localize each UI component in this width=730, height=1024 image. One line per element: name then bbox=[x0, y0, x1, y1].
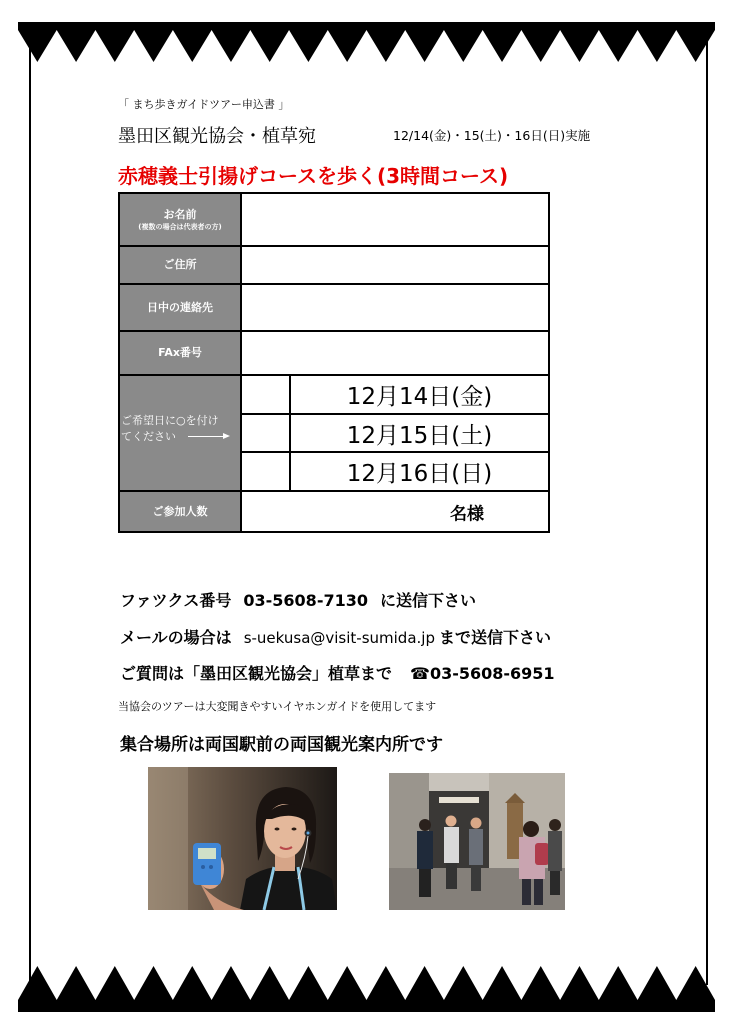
earphone-guide-note: 当協会のツアーは大変聞きやすいイヤホンガイドを使用してます bbox=[118, 700, 437, 713]
addressee: 墨田区観光協会・植草宛 bbox=[118, 126, 316, 147]
phone-number: 03-5608-6951 bbox=[429, 664, 555, 683]
form-row-fax bbox=[120, 332, 548, 376]
date-check-box-2[interactable] bbox=[242, 415, 291, 452]
tour-dates: 12/14(金)・15(土)・16日(日)実施 bbox=[393, 128, 591, 143]
preferred-date-label-line1: ご希望日に○を付け bbox=[121, 414, 219, 427]
date-option-1: 12月14日(金) bbox=[346, 383, 493, 410]
fax-number: 03-5608-7130 bbox=[243, 591, 368, 610]
daytime-contact-field[interactable] bbox=[242, 285, 548, 330]
name-note: (複数の場合は代表者の方) bbox=[138, 222, 222, 231]
arrow-right-icon bbox=[188, 436, 228, 437]
fax-label: FAx番号 bbox=[158, 346, 202, 360]
course-title: 赤穂義士引揚げコースを歩く(3時間コース) bbox=[118, 164, 509, 188]
mail-instruction bbox=[120, 625, 563, 648]
contact-label: 日中の連絡先 bbox=[147, 300, 213, 314]
name-field[interactable] bbox=[242, 194, 548, 245]
participants-field[interactable] bbox=[242, 492, 548, 531]
date-option-3: 12月16日(日) bbox=[346, 461, 493, 488]
fax-label-cell bbox=[120, 332, 242, 374]
date-check-box-1[interactable] bbox=[242, 376, 291, 413]
contact-label-cell bbox=[120, 285, 242, 330]
date-option-row bbox=[242, 415, 548, 454]
date-options bbox=[242, 376, 548, 490]
participants-suffix: 名様 bbox=[450, 504, 484, 524]
address-label-cell bbox=[120, 247, 242, 283]
participants-label: ご参加人数 bbox=[152, 504, 208, 518]
preferred-date-label-line2-wrap bbox=[121, 430, 240, 444]
mail-address-link[interactable]: s-uekusa@visit-sumida.jp bbox=[243, 629, 435, 647]
form-title: 「 まち歩きガイドツアー申込書 」 bbox=[118, 98, 290, 111]
meeting-place: 集合場所は両国駅前の両国観光案内所です bbox=[120, 735, 443, 755]
frame-right-line bbox=[706, 40, 708, 985]
name-label-cell bbox=[120, 194, 242, 245]
zigzag-bottom-border bbox=[18, 966, 715, 1012]
form-row-address bbox=[120, 247, 548, 285]
frame-left-line bbox=[29, 40, 31, 985]
form-row-preferred-date bbox=[120, 376, 548, 492]
participants-label-cell bbox=[120, 492, 242, 531]
date-option-row bbox=[242, 453, 548, 490]
address-field[interactable] bbox=[242, 247, 548, 283]
form-row-name bbox=[120, 194, 548, 247]
fax-suffix: に送信下さい bbox=[379, 591, 476, 610]
application-form-table bbox=[118, 192, 550, 533]
photo-group-tour bbox=[389, 773, 565, 910]
address-label: ご住所 bbox=[163, 258, 197, 272]
form-row-daytime-contact bbox=[120, 285, 548, 332]
date-check-box-3[interactable] bbox=[242, 453, 291, 490]
preferred-date-label-cell bbox=[120, 376, 242, 490]
question-text: ご質問は「墨田区観光協会」植草まで bbox=[120, 664, 393, 683]
preferred-date-label-line2: てください bbox=[121, 429, 176, 443]
name-label: お名前 bbox=[163, 207, 197, 221]
phone-icon: ☎ bbox=[410, 664, 430, 683]
fax-prefix: ファツクス番号 bbox=[120, 591, 232, 610]
fax-instruction bbox=[120, 588, 488, 611]
date-option-2: 12月15日(土) bbox=[346, 422, 493, 449]
form-row-participants bbox=[120, 492, 548, 531]
fax-field[interactable] bbox=[242, 332, 548, 374]
mail-prefix: メールの場合は bbox=[120, 628, 232, 647]
mail-suffix: まで送信下さい bbox=[438, 628, 551, 647]
question-instruction bbox=[120, 661, 567, 684]
zigzag-top-border bbox=[18, 22, 715, 62]
photo-earphone-guide bbox=[148, 767, 337, 910]
date-option-row bbox=[242, 376, 548, 415]
